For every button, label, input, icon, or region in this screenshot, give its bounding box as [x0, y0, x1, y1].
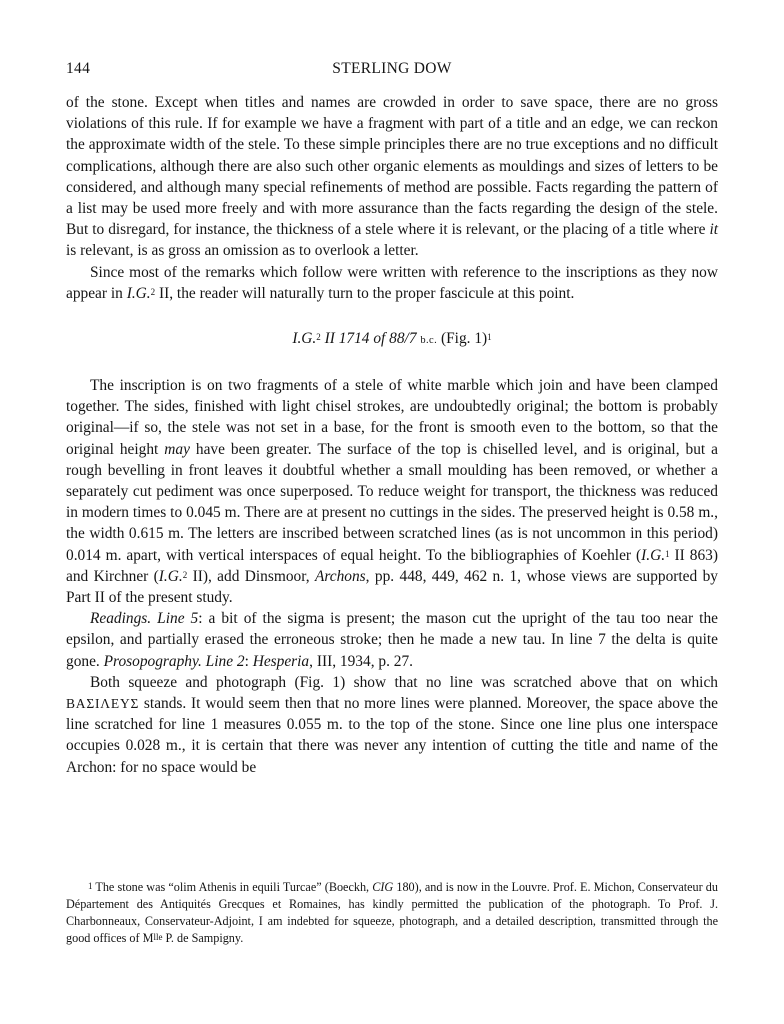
- paragraph-2: Since most of the remarks which follow were written with reference to the inscriptions as they now appear in I.G.$^2$ II, the reader will naturally turn to the proper fascicule at this point.: [66, 263, 718, 302]
- page-number: 144: [66, 60, 91, 77]
- footnotes: [66, 879, 718, 947]
- footnote-1: $^1$ The stone was “olim Athenis in equili Turcae” (Boeckh, CIG 180), and is now in the Louvre. Prof. E. Michon, Conservateur du Département des Antiquités Grecques et Romaines, has kindly permitted the publication of the photograph. To Prof. J. Charbonneaux, Conservateur-Adjoint, I am indebted for squeeze, photograph, and a detailed description, transmitted through the good offices of $M^{lle}$ P. de Sampigny.: [66, 880, 718, 945]
- footnote-ref: 1: [487, 332, 492, 343]
- section-heading: I.G.$^2$ II 1714 of 88/7 b.c. (Fig. 1)$^1$: [292, 330, 492, 348]
- paragraph-3: The inscription is on two fragments of a stele of white marble which join and have been clamped together. The sides, finished with light chisel strokes, are undoubtedly original; the bottom is probably original—if so, the stele was not set in a base, for the front is smooth even to the bottom, so that the original height may have been greater. The surface of the top is chiselled level, and is original, but a rough bevelling in front leaves it doubtful whether a small moulding has been removed, or whether a separately cut pediment was once superposed. To reduce weight for transport, the thickness was reduced in modern times to 0.045 m. There are at present no cuttings in the sides. The preserved height is 0.58 m., the width 0.615 m. The letters are inscribed between scratched lines (as is not uncommon in this period) 0.014 m. apart, with vertical interspaces of equal height. To the bibliographies of Koehler (I.G.$^1$ II 863) and Kirchner (I.G.$^2$ II), add Dinsmoor, Archons, pp. 448, 449, 462 n. 1, whose views are supported by Part II of the present study.: [66, 377, 718, 607]
- paragraph-5: Both squeeze and photograph (Fig. 1) show that no line was scratched above that on which ΒΑΣΙΛΕΥΣ stands. It would seem then that no more lines were planned. Moreover, the space above the line scratched for line 1 measures 0.055 m. to the top of the stone. Since one line plus one interspace occupies 0.028 m., it is certain that there was never any intention of cutting the title and name of the Archon: for no space would be: [66, 673, 718, 776]
- paragraph-4: Readings. Line 5: a bit of the sigma is present; the mason cut the upright of the tau too near the epsilon, and partially erased the erroneous stroke; then he made a new tau. In line 7 the delta is quite gone. Prosopography. Line 2: Hesperia, III, 1934, p. 27.: [66, 610, 718, 670]
- paragraph-1: of the stone. Except when titles and names are crowded in order to save space, there are no gross violations of this rule. If for example we have a fragment with part of a title and an edge, we can reckon the approximate width of the stele. To these simple principles there are no true exceptions and no difficult complications, although there are also such other organic elements as mouldings and sizes of letters to be considered, and although many special refinements of method are possible. Facts regarding the pattern of a list may be used more freely and with more assurance than the facts regarding the design of the stele. But to disregard, for instance, the thickness of a stele where it is relevant, or the placing of a title where it is relevant, is as gross an omission as to overlook a letter.: [66, 94, 718, 260]
- running-header: [66, 60, 718, 78]
- greek-word: ΒΑΣΙΛΕΥΣ: [66, 696, 140, 712]
- running-title: STERLING DOW: [332, 60, 452, 77]
- page: [66, 60, 718, 778]
